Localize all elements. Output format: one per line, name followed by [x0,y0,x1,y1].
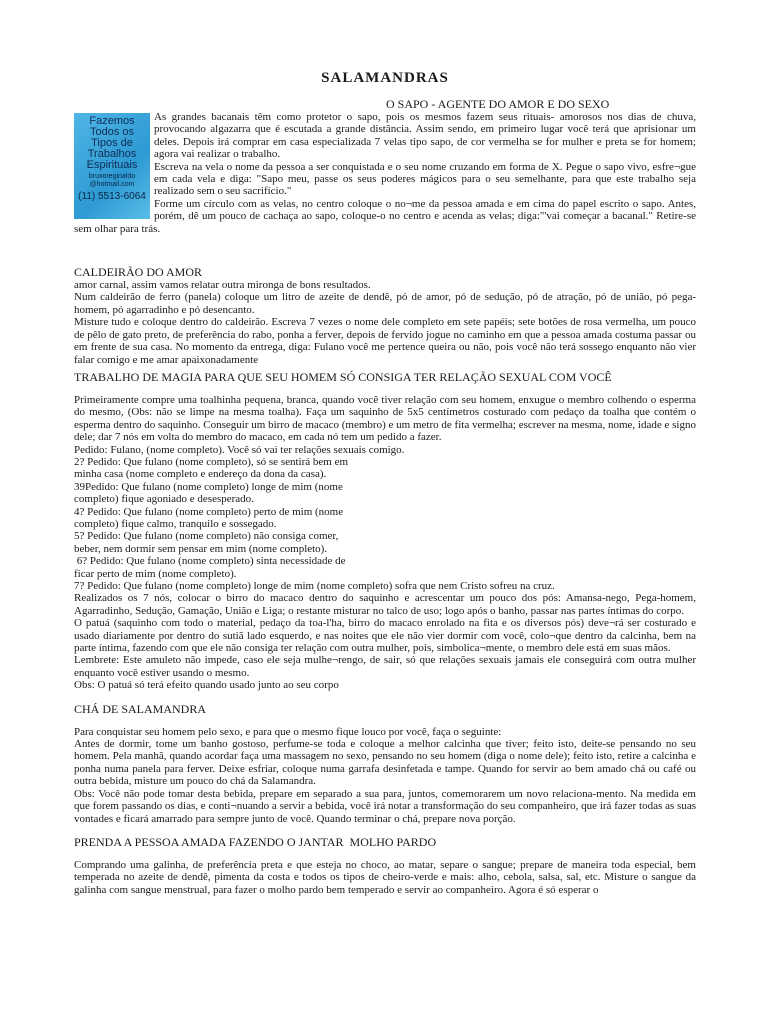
cha-paragraph: Obs: Você não pode tomar desta bebida, prepare em separado a sua para, juntos, comemorarem um novo relaciona-mento. Na medida em que forem passando os dias, e conti¬nuando a servir a bebida, você irá notar a transformação do seu companheiro, que irá fazer todas as suas vontades e ficará amarrado para sempre junto de você. Quando terminar o chá, prepare nova porção. [74,787,696,825]
trabalho-paragraph: Obs: O patuá só terá efeito quando usado junto ao seu corpo [74,679,339,692]
trabalho-line: minha casa (nome completo e endereço da dona da casa). [74,468,327,481]
trabalho-line: Pedido: Fulano, (nome completo). Você só vai ter relações sexuais comigo. [74,443,405,456]
ad-line: Trabalhos [87,148,137,160]
trabalho-line: 2? Pedido: Que fulano (nome completo), só se sentirá bem em [74,455,349,468]
section-title-prenda: PRENDA A PESSOA AMADA FAZENDO O JANTAR MOLHO PARDO [74,834,437,849]
document-title: SALAMANDRAS [321,70,449,86]
caldeirao-paragraph: Misture tudo e coloque dentro do caldeirão. Escreva 7 vezes o nome dele completo em sete papéis; sete botões de rosa vermelha, um pouco de pêlo de gato preto, de preferência do rabo, ponha a ferver, depois de fervido jogue no caminho em que a pessoa amada costuma passar ou em frente de sua casa. No momento da entrega, diga: Fulano você me pertence queira ou não, pois você não terá sossego enquanto não vier falar comigo e me amar apaixonadamente [74,316,696,366]
ad-phone: (11) 5513-6064 [78,191,146,202]
trabalho-line: 5? Pedido: Que fulano (nome completo) não consiga comer, [74,530,339,543]
section-title-trabalho: TRABALHO DE MAGIA PARA QUE SEU HOMEM SÓ CONSIGA TER RELAÇÃO SEXUAL COM VOCÊ [74,369,612,384]
ad-line: Espirituais [86,159,138,171]
section-title-cha: CHÁ DE SALAMANDRA [74,701,207,716]
trabalho-line: 4? Pedido: Que fulano (nome completo) perto de mim (nome [74,505,344,518]
section-title-caldeirao: CALDEIRÃO DO AMOR [74,265,203,280]
cha-paragraph: Antes de dormir, tome um banho gostoso, perfume-se toda e coloque a melhor calcinha que tiver; feito isto, deite-se pensando no seu homem. Pela manhã, quando acordar faça uma massagem no sexo, pensando no seu homem (diga o nome dele); feito isto, retire a calcinha e ponha numa panela para ferver. Deixe esfriar, coloque numa garrafa desinfetada e tampe. Quando for servir ao bem amado chá ou café ou outra bebida, misture um pouco do chá da Salamandra. [74,738,696,788]
trabalho-line: beber, nem dormir sem pensar em mim (nome completo). [74,542,328,555]
trabalho-paragraph: O patuá (saquinho com todo o material, pedaço da toa-l'ha, birro do macaco enrolado na fita e os diversos pós) deve¬rá ser costurado e usado diariamente por dentro do sutiã lado esquerdo, e nas noites que ele não vier dormir com você, colo¬que dentro da calcinha, bem na parte íntima, fazendo com que ele não consiga ter relação com outra mulher, pois, simbolica¬mente, o membro dele está em suas mãos. [74,617,696,655]
ad-line: Tipos de [91,137,133,149]
ad-line: Fazemos [89,115,135,127]
cha-paragraph: Para conquistar seu homem pelo sexo, e para que o mesmo fique louco por você, faça o seguinte: [74,725,502,738]
sapo-paragraph: As grandes bacanais têm como protetor o sapo, pois os mesmos fazem seus rituais- amorosos nos dias de chuva, provocando algazarra que é escutada a grande distância. Assim sendo, em primeiro lugar você terá que aprisionar um deles. Depois irá comprar em casa especializada 7 velas tipo sapo, de cor vermelha se for mulher e preta se for homem; agora vai realizar o trabalho. [154,111,696,161]
trabalho-paragraph: Realizados os 7 nós, colocar o birro do macaco dentro do saquinho e acrescentar um pouco dos pós: Amansa-nego, Pega-homem, Agarradinho, Sedução, Gamação, União e Liga; o restante misturar no talco de uso; logo após o banho, passar nas partes íntimas do corpo. [74,592,696,617]
ad-line: Todos os [89,126,135,138]
trabalho-line: 6? Pedido: Que fulano (nome completo) sinta necessidade de [74,555,346,568]
ad-email: bruxoreginaldo @hotmail.com [88,173,136,188]
trabalho-line: 39Pedido: Que fulano (nome completo) longe de mim (nome [74,480,343,493]
trabalho-paragraph: Primeiramente compre uma toalhinha pequena, branca, quando você tiver relação com seu homem, enxugue o membro colhendo o esperma do mesmo, (Obs: não se limpe na mesma toalha). Faça um saquinho de 5x5 centímetros costurado com pedaço da toalha que contém o esperma dentro do saquinho. Conseguir um birro de macaco (membro) e um metro de fita vermelha; escrever na mesma, nome, idade e signo dele; dar 7 nós em volta do membro do macaco, em cada nó tem um pedido a fazer. [74,393,696,444]
sapo-paragraph: Forme um círculo com as velas, no centro coloque o no¬me da pessoa amada e em cima do papel escrito o sapo. Antes, porém, dê um pouco de cachaça ao sapo, coloque-o no centro e acenda as velas; diga:"'vai começar a bacanal." Retire-se sem olhar para trás. [74,197,696,235]
caldeirao-paragraph: amor carnal, assim vamos relatar outra mironga de bons resultados. [74,279,371,292]
caldeirao-paragraph: Num caldeirão de ferro (panela) coloque um litro de azeite de dendê, pó de amor, pó de sedução, pó de atração, pó de união, pó pega-homem, pó agarradinho e pó desencanto. [74,291,696,316]
document-subtitle: O SAPO - AGENTE DO AMOR E DO SEXO [386,97,610,111]
advertisement-box [74,113,150,219]
trabalho-line: completo) fique calmo, tranquilo e sossegado. [74,517,277,530]
trabalho-line: ficar perto de mim (nome completo). [74,567,237,580]
prenda-paragraph: Comprando uma galinha, de preferência preta e que esteja no choco, ao matar, separe o sangue; prepare de maneira toda especial, bem temperada no azeite de dendê, pimenta da costa e todos os tipos de cheiro-verde e mais: alho, cebola, salsa, sal, etc. Misture o sangue da galinha com sangue menstrual, para fazer o molho pardo bem temperado e servir ao companheiro. Agora é só esperar o [74,858,696,896]
trabalho-paragraph: Lembrete: Este amuleto não impede, caso ele seja mulhe¬rengo, de sair, só que relações sexuais jamais ele conseguirá com outra mulher enquanto você estiver usando o mesmo. [74,654,696,679]
trabalho-line: completo) fique agoniado e desesperado. [74,493,254,506]
sapo-paragraph: Escreva na vela o nome da pessoa a ser conquistada e o seu nome cruzando em forma de X. Pegue o sapo vivo, esfre¬gue em cada vela e diga: "Sapo meu, passe os seus poderes mágicos para o seu semelhante, para que este trabalho seja realizado sem o seu sacrifício." [154,160,696,198]
trabalho-line: 7? Pedido: Que fulano (nome completo) longe de mim (nome completo) sofra que nem Cristo sofreu na cruz. [74,580,555,592]
